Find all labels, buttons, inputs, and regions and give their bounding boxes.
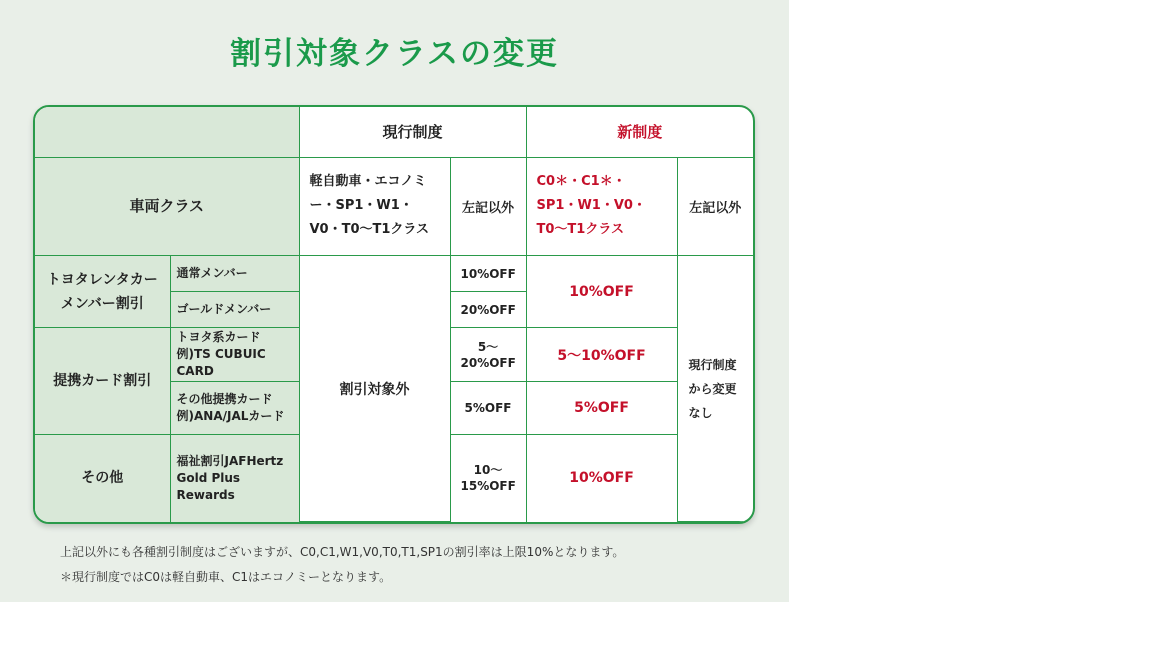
new-value-other: 10%OFF (526, 434, 677, 521)
header-new-other: 左記以外 (677, 157, 753, 255)
header-current-other: 左記以外 (450, 157, 526, 255)
current-other-regular: 10%OFF (450, 256, 526, 292)
page-title: 割引対象クラスの変更 (229, 36, 560, 72)
current-other-other: 10〜15%OFF (450, 434, 526, 521)
group-label-member: トヨタレンタカーメンバー割引 (35, 256, 170, 328)
sub-label-toyota-card: トヨタ系カード例)TS CUBUIC CARD (170, 328, 299, 382)
new-other-value: 現行制度から変更なし (677, 256, 753, 522)
header-new: 新制度 (526, 107, 753, 157)
header-current-classes: 軽自動車・エコノミー・SP1・W1・V0・T0〜T1クラス (299, 157, 450, 255)
new-value-member: 10%OFF (526, 256, 677, 328)
sub-label-gold-member: ゴールドメンバー (170, 292, 299, 328)
current-other-toyota-card: 5〜20%OFF (450, 328, 526, 382)
header-new-classes: C0＊・C1＊・SP1・W1・V0・T0〜T1クラス (526, 157, 677, 255)
sub-label-other-card: その他提携カード例)ANA/JALカード (170, 382, 299, 434)
group-label-other: その他 (35, 434, 170, 521)
sub-label-regular-member: 通常メンバー (170, 256, 299, 292)
footnote-1: 上記以外にも各種割引制度はございますが、C0,C1,W1,V0,T0,T1,SP1の割引率は上限10%となります。 (60, 545, 625, 559)
current-other-gold: 20%OFF (450, 292, 526, 328)
footnote-2: ＊現行制度ではC0は軽自動車、C1はエコノミーとなります。 (60, 570, 392, 584)
header-vehicle-class: 車両クラス (35, 157, 299, 255)
header-current: 現行制度 (299, 107, 526, 157)
discount-table (33, 105, 755, 524)
new-value-toyota-card: 5〜10%OFF (526, 328, 677, 382)
header-empty-cell (35, 107, 299, 157)
sub-label-other: 福祉割引JAFHertz Gold Plus Rewards (170, 434, 299, 521)
current-class-value: 割引対象外 (299, 256, 450, 522)
group-label-card: 提携カード割引 (35, 328, 170, 434)
new-value-other-card: 5%OFF (526, 382, 677, 434)
current-other-other-card: 5%OFF (450, 382, 526, 434)
footnotes (60, 540, 624, 590)
